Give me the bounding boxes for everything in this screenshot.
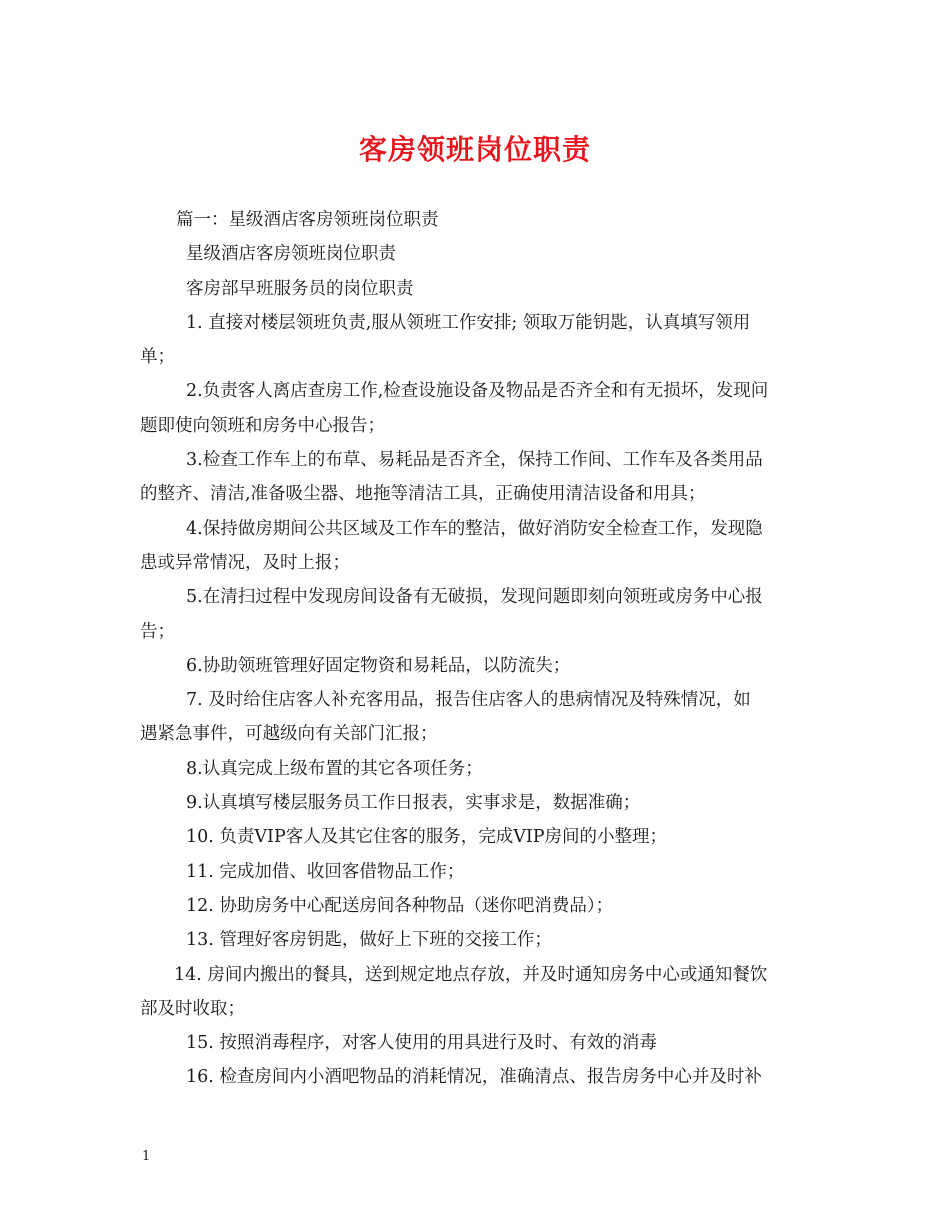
document-line: 5.在清扫过程中发现房间设备有无破损，发现问题即刻向领班或房务中心报 bbox=[186, 587, 763, 608]
document-line: 11. 完成加借、收回客借物品工作； bbox=[186, 861, 465, 882]
document-line: 7. 及时给住店客人补充客用品，报告住店客人的患病情况及特殊情况，如 bbox=[186, 690, 751, 711]
document-line: 9.认真填写楼层服务员工作日报表，实事求是，数据准确； bbox=[186, 793, 641, 814]
document-line: 题即使向领班和房务中心报告； bbox=[140, 415, 385, 436]
document-line: 10. 负责VIP客人及其它住客的服务，完成VIP房间的小整理； bbox=[186, 827, 668, 848]
document-body bbox=[140, 203, 812, 1095]
document-line: 部及时收取； bbox=[140, 998, 245, 1019]
document-line: 单； bbox=[140, 347, 175, 368]
document-line: 13. 管理好客房钥匙，做好上下班的交接工作； bbox=[186, 930, 552, 951]
document-line: 12. 协助房务中心配送房间各种物品（迷你吧消费品）； bbox=[186, 895, 614, 916]
document-line: 篇一：星级酒店客房领班岗位职责 bbox=[176, 210, 439, 230]
document-line: 客房部早班服务员的岗位职责 bbox=[186, 278, 414, 299]
document-line: 4.保持做房期间公共区域及工作车的整洁，做好消防安全检查工作，发现隐 bbox=[186, 518, 763, 539]
document-line: 告； bbox=[140, 621, 175, 642]
document-line: 星级酒店客房领班岗位职责 bbox=[186, 244, 396, 265]
document-line: 1. 直接对楼层领班负责,服从领班工作安排; 领取万能钥匙，认真填写领用 bbox=[186, 312, 751, 333]
document-line: 16. 检查房间内小酒吧物品的消耗情况，准确清点、报告房务中心并及时补 bbox=[186, 1067, 762, 1088]
document-line: 14. 房间内搬出的餐具，送到规定地点存放，并及时通知房务中心或通知餐饮 bbox=[174, 964, 768, 985]
document-line: 的整齐、清洁,准备吸尘器、地拖等清洁工具，正确使用清洁设备和用具； bbox=[140, 484, 706, 505]
document-line: 15. 按照消毒程序，对客人使用的用具进行及时、有效的消毒 bbox=[186, 1033, 657, 1054]
document-line: 6.协助领班管理好固定物资和易耗品，以防流失； bbox=[186, 655, 571, 676]
document-line: 8.认真完成上级布置的其它各项任务； bbox=[186, 758, 483, 779]
document-line: 2.负责客人离店查房工作,检查设施设备及物品是否齐全和有无损坏，发现问 bbox=[186, 381, 769, 402]
document-line: 3.检查工作车上的布草、易耗品是否齐全，保持工作间、工作车及各类用品 bbox=[186, 450, 763, 471]
page-number: 1 bbox=[142, 1149, 151, 1164]
document-line: 遇紧急事件，可越级向有关部门汇报； bbox=[140, 724, 438, 745]
document-line: 患或异常情况，及时上报； bbox=[140, 552, 350, 573]
document-title: 客房领班岗位职责 bbox=[358, 133, 591, 166]
